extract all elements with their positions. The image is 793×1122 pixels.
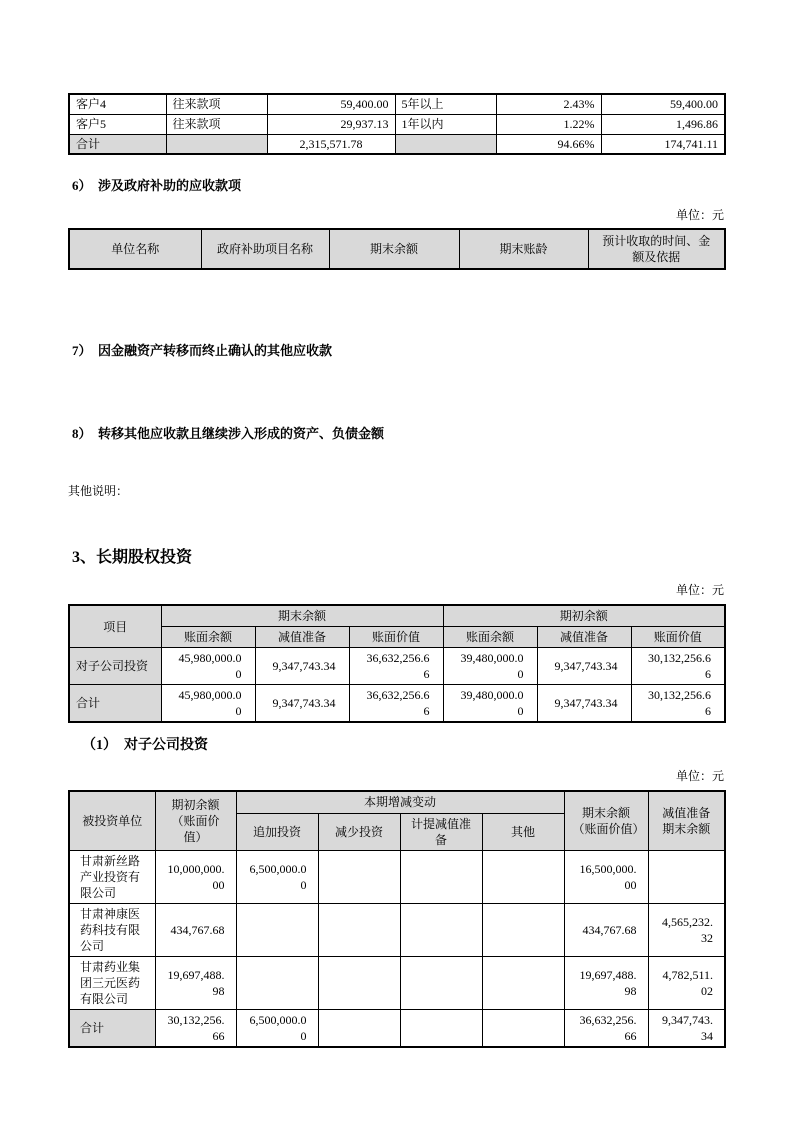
column-header: 计提减值准备 <box>400 813 482 850</box>
table-cell <box>318 850 400 903</box>
table-cell: 174,741.11 <box>601 134 725 154</box>
table-cell: 6,500,000.00 <box>236 1009 318 1047</box>
column-header: 减值准备 <box>255 627 349 648</box>
investee-name-cell: 甘肃神康医药科技有限公司 <box>69 903 155 956</box>
column-header: 项目 <box>69 605 161 648</box>
table-cell: 36,632,256.66 <box>349 648 443 685</box>
column-header: 减值准备 <box>537 627 631 648</box>
unit-label: 单位：元 <box>675 583 724 597</box>
column-header: 预计收取的时间、金额及依据 <box>588 229 725 269</box>
table-cell: 39,480,000.00 <box>443 648 537 685</box>
table-row <box>69 956 725 1009</box>
table-cell: 9,347,743.34 <box>648 1009 725 1047</box>
column-header: 期末账龄 <box>459 229 588 269</box>
column-header: 期末余额 <box>329 229 459 269</box>
table-cell: 4,565,232.32 <box>648 903 725 956</box>
table-cell <box>400 956 482 1009</box>
table-total-row <box>69 134 725 154</box>
column-header: 账面余额 <box>443 627 537 648</box>
table-cell <box>395 134 496 154</box>
table-row <box>69 903 725 956</box>
table-cell: 45,980,000.00 <box>161 685 255 723</box>
section-heading-6: 6） 涉及政府补助的应收款项 <box>72 178 242 193</box>
table-cell: 9,347,743.34 <box>537 648 631 685</box>
table-cell: 45,980,000.00 <box>161 648 255 685</box>
column-group-header: 期初余额 <box>443 605 725 627</box>
section-heading-lt-equity: 3、长期股权投资 <box>72 549 193 566</box>
column-group-header: 本期增减变动 <box>236 791 564 813</box>
table-cell: 94.66% <box>496 134 601 154</box>
subsidiary-investment-table <box>68 790 726 1048</box>
table-cell: 4,782,511.02 <box>648 956 725 1009</box>
table-cell: 59,400.00 <box>601 94 725 114</box>
lt-equity-table <box>68 604 726 723</box>
column-header: 减少投资 <box>318 813 400 850</box>
table-cell: 1.22% <box>496 114 601 134</box>
table-cell: 5年以上 <box>395 94 496 114</box>
table-cell <box>400 850 482 903</box>
table-cell: 30,132,256.66 <box>631 685 725 723</box>
table-cell <box>648 850 725 903</box>
table-subheader-row <box>69 627 725 648</box>
table-row <box>69 94 725 114</box>
column-header: 被投资单位 <box>69 791 155 850</box>
table-cell: 1,496.86 <box>601 114 725 134</box>
column-header: 账面价值 <box>631 627 725 648</box>
table-cell: 59,400.00 <box>267 94 395 114</box>
table-cell: 6,500,000.00 <box>236 850 318 903</box>
column-header: 单位名称 <box>69 229 201 269</box>
unit-label: 单位：元 <box>675 208 724 222</box>
unit-label: 单位：元 <box>675 769 724 783</box>
column-header: 追加投资 <box>236 813 318 850</box>
column-header: 政府补助项目名称 <box>201 229 329 269</box>
receivables-aging-table <box>68 93 726 155</box>
table-row <box>69 114 725 134</box>
table-cell: 1年以内 <box>395 114 496 134</box>
table-cell <box>318 903 400 956</box>
table-cell <box>400 903 482 956</box>
column-header: 账面价值 <box>349 627 443 648</box>
table-cell: 30,132,256.66 <box>155 1009 236 1047</box>
gov-subsidy-table <box>68 228 726 270</box>
other-note-label: 其他说明： <box>68 484 129 498</box>
table-header-row <box>69 605 725 627</box>
table-cell: 36,632,256.66 <box>564 1009 648 1047</box>
table-cell <box>482 903 564 956</box>
table-total-row <box>69 685 725 723</box>
table-cell: 10,000,000.00 <box>155 850 236 903</box>
table-header-row <box>69 229 725 269</box>
table-cell: 9,347,743.34 <box>255 648 349 685</box>
table-cell <box>318 1009 400 1047</box>
table-cell: 客户4 <box>69 94 166 114</box>
table-cell <box>236 903 318 956</box>
column-group-header: 期末余额 <box>161 605 443 627</box>
row-label-cell: 对子公司投资 <box>69 648 161 685</box>
table-cell <box>400 1009 482 1047</box>
table-cell: 9,347,743.34 <box>255 685 349 723</box>
table-cell: 39,480,000.00 <box>443 685 537 723</box>
column-header: 账面余额 <box>161 627 255 648</box>
table-cell: 434,767.68 <box>564 903 648 956</box>
table-cell: 2.43% <box>496 94 601 114</box>
table-header-row <box>69 791 725 813</box>
total-label-cell: 合计 <box>69 134 166 154</box>
table-cell: 434,767.68 <box>155 903 236 956</box>
total-label-cell: 合计 <box>69 1009 155 1047</box>
table-row <box>69 850 725 903</box>
table-cell <box>482 850 564 903</box>
table-cell: 30,132,256.66 <box>631 648 725 685</box>
investee-name-cell: 甘肃新丝路产业投资有限公司 <box>69 850 155 903</box>
table-cell <box>166 134 267 154</box>
investee-name-cell: 甘肃药业集团三元医药有限公司 <box>69 956 155 1009</box>
total-label-cell: 合计 <box>69 685 161 723</box>
table-cell <box>236 956 318 1009</box>
table-cell <box>482 956 564 1009</box>
section-heading-subsidiary: （1） 对子公司投资 <box>82 738 208 753</box>
column-header: 其他 <box>482 813 564 850</box>
table-cell: 16,500,000.00 <box>564 850 648 903</box>
table-cell: 往来款项 <box>166 114 267 134</box>
table-cell <box>318 956 400 1009</box>
column-header: 减值准备期末余额 <box>648 791 725 850</box>
column-header: 期初余额（账面价值） <box>155 791 236 850</box>
table-cell <box>482 1009 564 1047</box>
table-cell: 往来款项 <box>166 94 267 114</box>
table-cell: 2,315,571.78 <box>267 134 395 154</box>
table-cell: 9,347,743.34 <box>537 685 631 723</box>
table-row <box>69 648 725 685</box>
column-header: 期末余额（账面价值） <box>564 791 648 850</box>
table-cell: 36,632,256.66 <box>349 685 443 723</box>
table-cell: 29,937.13 <box>267 114 395 134</box>
table-cell: 19,697,488.98 <box>564 956 648 1009</box>
table-cell: 客户5 <box>69 114 166 134</box>
table-cell: 19,697,488.98 <box>155 956 236 1009</box>
table-total-row <box>69 1009 725 1047</box>
section-heading-8: 8） 转移其他应收款且继续涉入形成的资产、负债金额 <box>72 426 385 441</box>
section-heading-7: 7） 因金融资产转移而终止确认的其他应收款 <box>72 343 333 358</box>
